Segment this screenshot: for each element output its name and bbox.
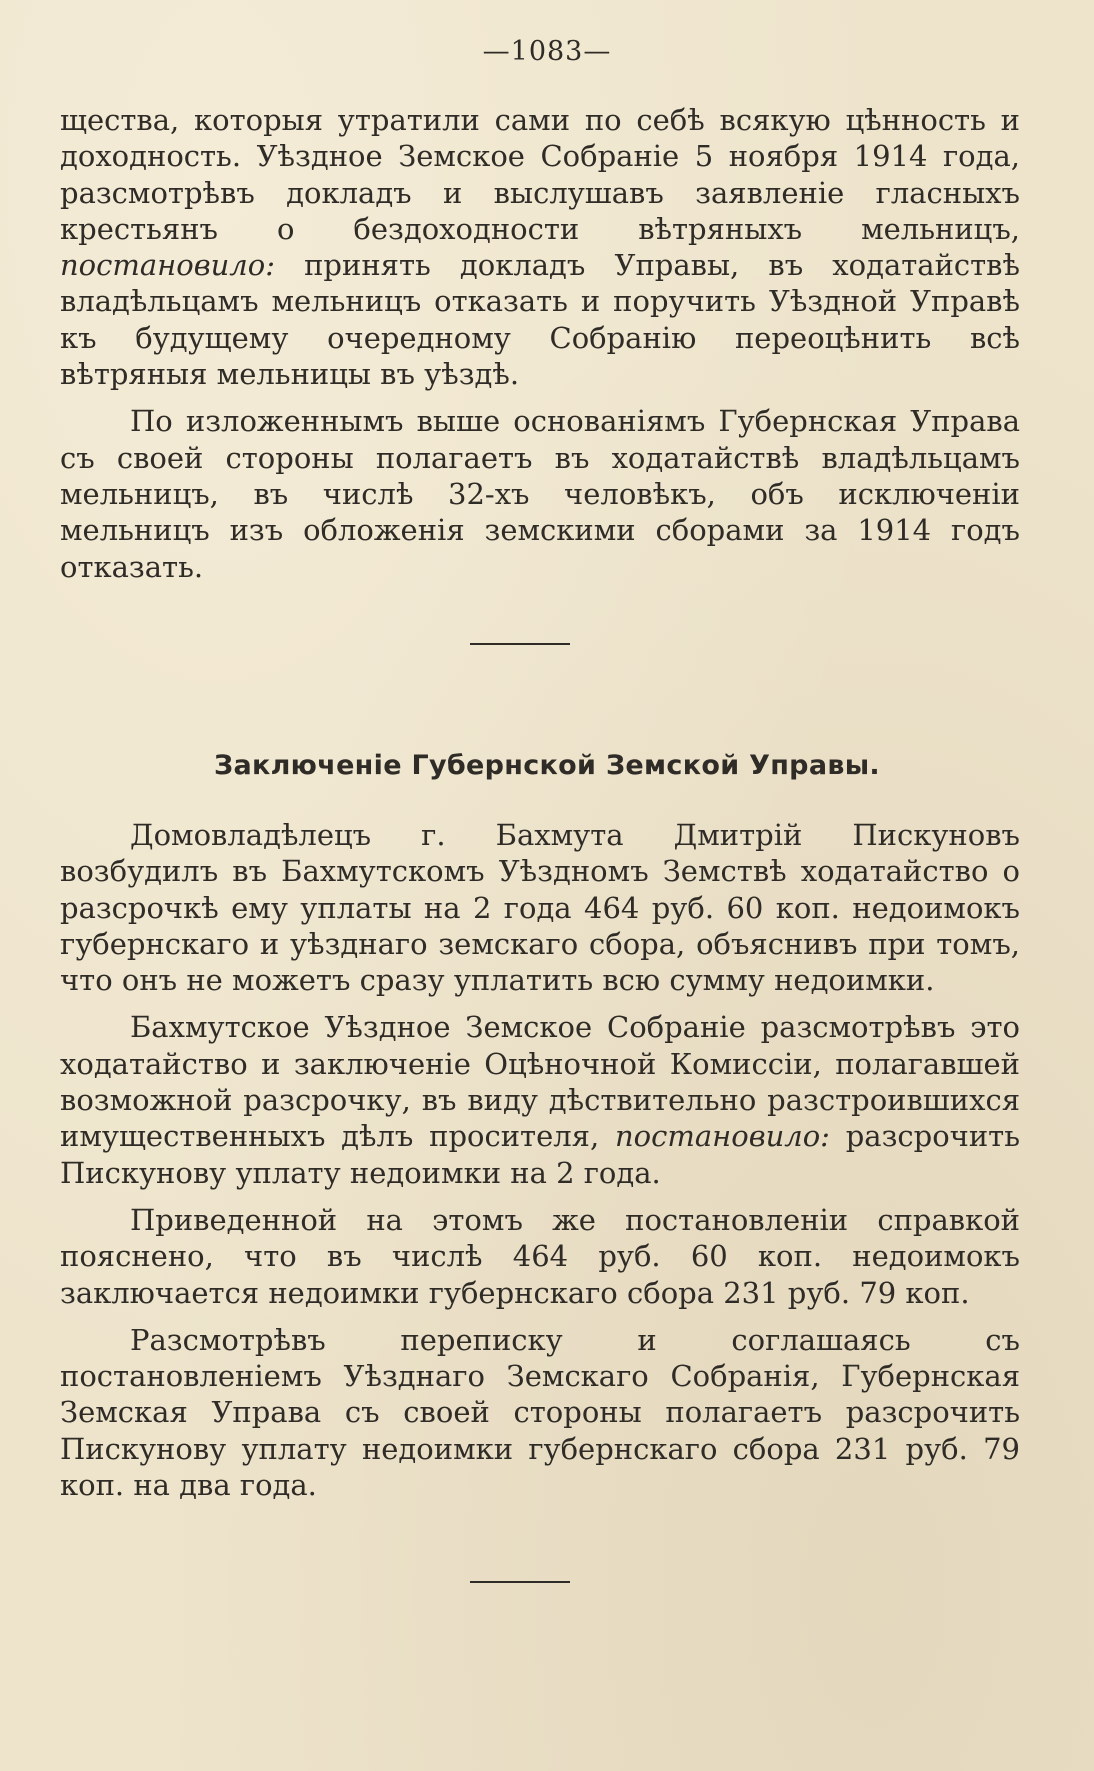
- paragraph-3: Домовладѣлецъ г. Бахмута Дмитрій Пискуновъ возбудилъ въ Бахмутскомъ Уѣздномъ Земствѣ ходатайство о разсрочкѣ ему уплаты на 2 года 464 руб. 60 коп. недоимокъ губернскаго и уѣзднаго земскаго сбора, объяснивъ при томъ, что онъ не можетъ сразу уплатить всю сумму недоимки.: [60, 818, 1020, 998]
- paragraph-4-text-after: разсрочить Пискунову уплату недоимки на 2 года.: [60, 1119, 1020, 1190]
- page-number: —1083—: [482, 36, 612, 67]
- paragraph-5: Приведенной на этомъ же постановленіи справкой пояснено, что въ числѣ 464 руб. 60 коп. недоимокъ заключается недоимки губернскаго сбора 231 руб. 79 коп.: [60, 1202, 1020, 1310]
- paragraph-4: [60, 1009, 1020, 1190]
- paragraph-4-emphasis: постановило:: [614, 1119, 830, 1154]
- paragraph-6: Разсмотрѣвъ переписку и соглашаясь съ постановленіемъ Уѣзднаго Земскаго Собранія, Губернская Земская Управа съ своей стороны полагаетъ разсрочить Пискунову уплату недоимки губернскаго сбора 231 руб. 79 коп. на два года.: [60, 1322, 1020, 1503]
- paragraph-1-text-after: принять докладъ Управы, въ ходатайствѣ владѣльцамъ мельницъ отказать и поручить Уѣздной Управѣ къ будущему очередному Собранію переоцѣнить всѣ вѣтряныя мельницы въ уѣздѣ.: [60, 248, 1020, 392]
- paragraph-1-emphasis: постановило:: [60, 248, 275, 283]
- section-2-heading: Заключеніе Губернской Земской Управы.: [213, 750, 880, 781]
- paragraph-2: По изложеннымъ выше основаніямъ Губернская Управа съ своей стороны полагаетъ въ ходатайствѣ владѣльцамъ мельницъ, въ числѣ 32-хъ человѣкъ, объ исключеніи мельницъ изъ обложенія земскими сборами за 1914 годъ отказать.: [60, 404, 1020, 584]
- paragraph-4-text-before: Бахмутское Уѣздное Земское Собраніе разсмотрѣвъ это ходатайство и заключеніе Оцѣночной Комиссіи, полагавшей возможной разсрочку, въ виду дѣствительно разстроившихся имущественныхъ дѣлъ просителя,: [60, 1010, 1020, 1154]
- paragraph-1: [60, 102, 1020, 392]
- section-divider-1: [470, 643, 570, 645]
- section-1: [60, 102, 1020, 585]
- section-2: [60, 817, 1020, 1503]
- section-divider-2: [470, 1581, 570, 1583]
- paragraph-1-text-before: щества, которыя утратили сами по себѣ всякую цѣнность и доходность. Уѣздное Земское Собраніе 5 ноября 1914 года, разсмотрѣвъ докладъ и выслушавъ заявленіе гласныхъ крестьянъ о бездоходности вѣтряныхъ мельницъ,: [60, 103, 1020, 246]
